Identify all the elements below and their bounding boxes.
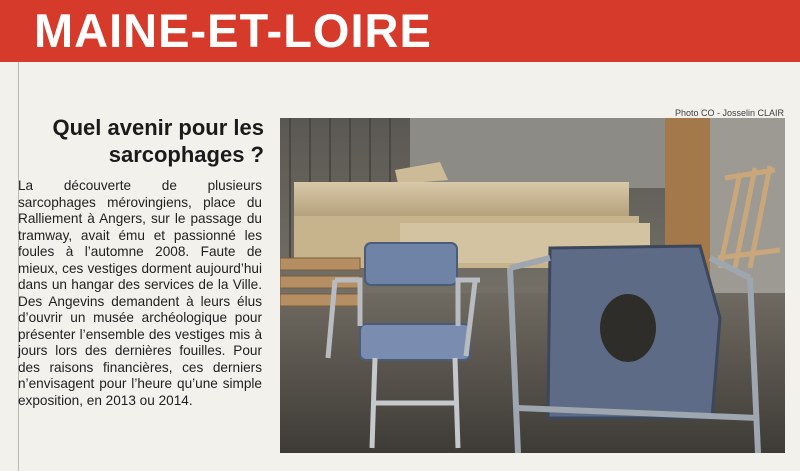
article-body: La découverte de plusieurs sarcophages mérovingiens, place du Ralliement à Angers, sur le passage du tramway, avait ému et passionné les foules à l’automne 2008. Faute de mieux, ces vestiges dorment aujourd’hui dans un hangar des services de la Ville. Des Angevins demandent à leurs élus d’ouvrir un musée archéologique pour présenter l’ensemble des vestiges mis à jours lors des dernières fouilles. Pour des raisons financières, ces derniers n’envisagent pour l’heure qu’une simple exposition, en 2013 ou 2014. (18, 178, 262, 408)
photo-credit: Photo CO - Josselin CLAIR (674, 108, 784, 118)
article-headline: Quel avenir pour les sarcophages ? (52, 115, 264, 167)
section-title: MAINE-ET-LOIRE (34, 4, 432, 57)
warehouse-photo-illustration (280, 118, 785, 453)
warehouse-photo (280, 118, 785, 453)
section-banner (0, 0, 800, 62)
